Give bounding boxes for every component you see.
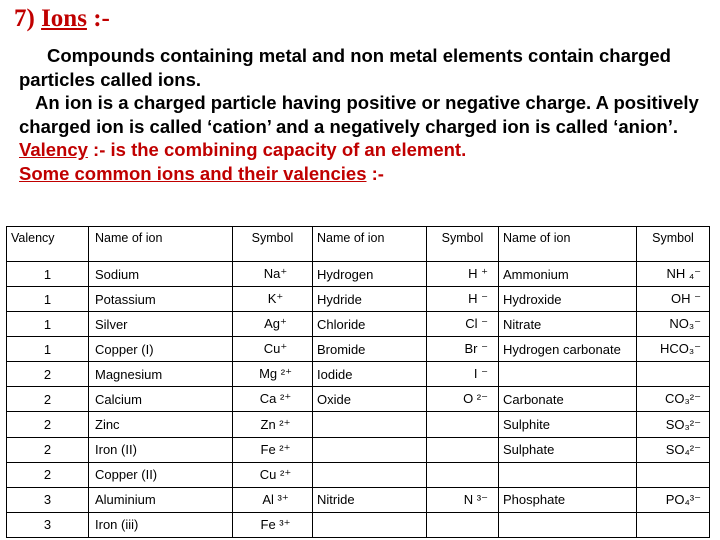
ions-table (6, 226, 710, 538)
table-row (7, 462, 710, 487)
valency-cell: 1 (7, 287, 89, 312)
header-name-2: Name of ion (313, 227, 427, 262)
anion-symbol (427, 412, 499, 437)
table-row (7, 362, 710, 387)
anion-name: Hydride (313, 287, 427, 312)
anion-name (313, 512, 427, 537)
valency-definition-text: :- is the combining capacity of an element. (87, 139, 467, 160)
valency-cell: 3 (7, 487, 89, 512)
cation-symbol: Cu ²⁺ (233, 462, 313, 487)
anion-symbol: H ⁺ (427, 262, 499, 287)
header-symbol-2: Symbol (427, 227, 499, 262)
cation-symbol: Cu⁺ (233, 337, 313, 362)
anion-symbol: I ⁻ (427, 362, 499, 387)
valency-cell: 2 (7, 387, 89, 412)
anion-name (313, 437, 427, 462)
polyatomic-ion-name: Ammonium (499, 262, 637, 287)
polyatomic-ion-symbol: OH ⁻ (637, 287, 710, 312)
cation-symbol: Na⁺ (233, 262, 313, 287)
table-row (7, 487, 710, 512)
valency-definition (19, 138, 709, 162)
anion-symbol: O ²⁻ (427, 387, 499, 412)
polyatomic-ion-symbol (637, 512, 710, 537)
polyatomic-ion-name (499, 462, 637, 487)
cation-symbol: Ag⁺ (233, 312, 313, 337)
anion-name: Nitride (313, 487, 427, 512)
anion-symbol: Br ⁻ (427, 337, 499, 362)
anion-name: Chloride (313, 312, 427, 337)
polyatomic-ion-name: Carbonate (499, 387, 637, 412)
cation-name: Silver (89, 312, 233, 337)
anion-name: Iodide (313, 362, 427, 387)
polyatomic-ion-name: Sulphite (499, 412, 637, 437)
table-row (7, 512, 710, 537)
table-row (7, 312, 710, 337)
polyatomic-ion-symbol: HCO₃⁻ (637, 337, 710, 362)
header-valency: Valency (7, 227, 89, 262)
anion-name: Oxide (313, 387, 427, 412)
intro-paragraph-1: Compounds containing metal and non metal elements contain charged particles called ions. (19, 45, 671, 90)
anion-name: Hydrogen (313, 262, 427, 287)
polyatomic-ion-name: Hydrogen carbonate (499, 337, 637, 362)
table-row (7, 287, 710, 312)
anion-name (313, 462, 427, 487)
cation-symbol: Fe ²⁺ (233, 437, 313, 462)
polyatomic-ion-name: Hydroxide (499, 287, 637, 312)
cation-symbol: Fe ³⁺ (233, 512, 313, 537)
polyatomic-ion-name: Nitrate (499, 312, 637, 337)
cation-name: Zinc (89, 412, 233, 437)
polyatomic-ion-symbol: SO₄²⁻ (637, 437, 710, 462)
valency-cell: 2 (7, 462, 89, 487)
polyatomic-ion-symbol (637, 362, 710, 387)
cation-symbol: Zn ²⁺ (233, 412, 313, 437)
table-row (7, 412, 710, 437)
table-row (7, 337, 710, 362)
anion-symbol: H ⁻ (427, 287, 499, 312)
intro-text (19, 44, 709, 185)
cation-symbol: Mg ²⁺ (233, 362, 313, 387)
cation-name: Copper (I) (89, 337, 233, 362)
cation-symbol: K⁺ (233, 287, 313, 312)
anion-symbol: Cl ⁻ (427, 312, 499, 337)
valency-cell: 1 (7, 312, 89, 337)
anion-symbol (427, 512, 499, 537)
title-suffix: :- (86, 5, 110, 32)
valency-cell: 1 (7, 337, 89, 362)
cation-name: Potassium (89, 287, 233, 312)
polyatomic-ion-symbol (637, 462, 710, 487)
polyatomic-ion-name: Sulphate (499, 437, 637, 462)
cation-symbol: Ca ²⁺ (233, 387, 313, 412)
title-word: Ions (41, 5, 87, 32)
table-row (7, 262, 710, 287)
polyatomic-ion-symbol: NO₃⁻ (637, 312, 710, 337)
polyatomic-ion-name (499, 362, 637, 387)
cation-name: Iron (II) (89, 437, 233, 462)
header-symbol-3: Symbol (637, 227, 710, 262)
common-ions-heading-suffix: :- (366, 162, 384, 184)
header-symbol-1: Symbol (233, 227, 313, 262)
cation-name: Magnesium (89, 362, 233, 387)
anion-symbol (427, 462, 499, 487)
valency-cell: 3 (7, 512, 89, 537)
title-number: 7) (14, 5, 35, 32)
table-header-row (7, 227, 710, 262)
anion-name: Bromide (313, 337, 427, 362)
cation-name: Copper (II) (89, 462, 233, 487)
anion-name (313, 412, 427, 437)
cation-name: Aluminium (89, 487, 233, 512)
cation-name: Calcium (89, 387, 233, 412)
cation-symbol: Al ³⁺ (233, 487, 313, 512)
anion-symbol: N ³⁻ (427, 487, 499, 512)
header-name-1: Name of ion (89, 227, 233, 262)
common-ions-heading-text: Some common ions and their valencies (19, 162, 367, 184)
polyatomic-ion-symbol: CO₃²⁻ (637, 387, 710, 412)
page-title (14, 4, 110, 34)
polyatomic-ion-symbol: PO₄³⁻ (637, 487, 710, 512)
polyatomic-ion-symbol: NH ₄⁻ (637, 262, 710, 287)
table-row (7, 437, 710, 462)
valency-term: Valency (19, 139, 88, 160)
valency-cell: 2 (7, 437, 89, 462)
valency-cell: 2 (7, 412, 89, 437)
header-name-3: Name of ion (499, 227, 637, 262)
intro-paragraph-2: An ion is a charged particle having positive or negative charge. A positively charged ion is called ‘cation’ and a negatively charged ion is called ‘anion’. (19, 92, 699, 137)
polyatomic-ion-symbol: SO₃²⁻ (637, 412, 710, 437)
common-ions-heading (19, 162, 709, 186)
anion-symbol (427, 437, 499, 462)
valency-cell: 2 (7, 362, 89, 387)
table-row (7, 387, 710, 412)
cation-name: Iron (iii) (89, 512, 233, 537)
polyatomic-ion-name (499, 512, 637, 537)
valency-cell: 1 (7, 262, 89, 287)
polyatomic-ion-name: Phosphate (499, 487, 637, 512)
cation-name: Sodium (89, 262, 233, 287)
